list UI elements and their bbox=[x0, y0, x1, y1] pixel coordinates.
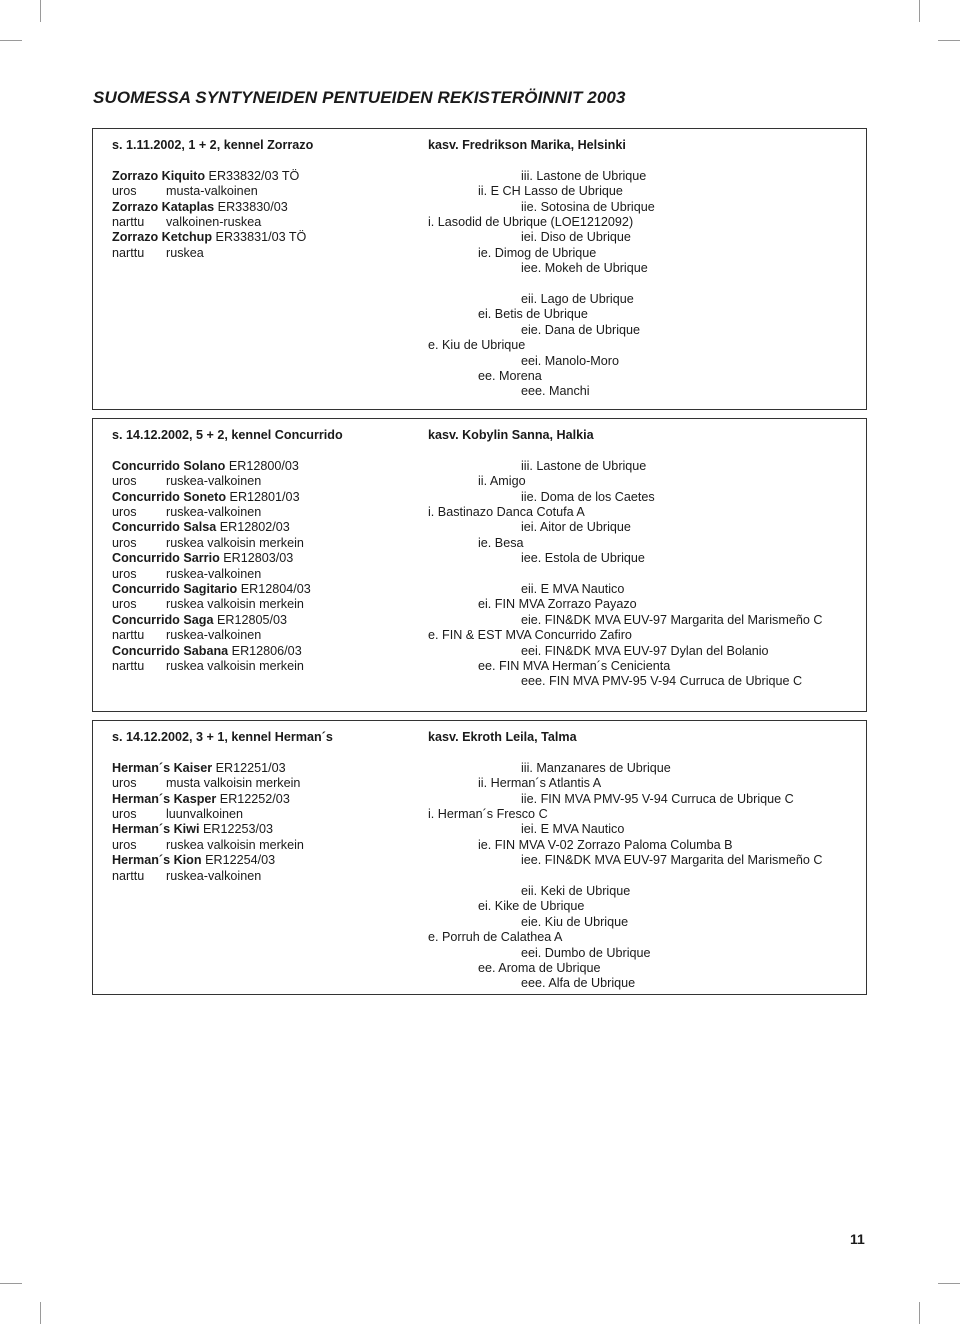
pedigree-line: eii. E MVA Nautico bbox=[521, 582, 625, 596]
puppy-reg: ER33831/03 TÖ bbox=[212, 230, 307, 245]
puppy-sex: uros bbox=[112, 597, 137, 612]
puppy-sex-color-line bbox=[112, 474, 261, 489]
pedigree-line: e. Porruh de Calathea A bbox=[428, 930, 563, 945]
breeder: kasv. Ekroth Leila, Talma bbox=[428, 730, 577, 744]
puppy-name-line bbox=[112, 200, 288, 215]
pedigree-line: ie. Besa bbox=[478, 535, 524, 550]
puppy-name: Zorrazo Kataplas bbox=[112, 199, 215, 214]
pedigree-line: iei. Aitor de Ubrique bbox=[521, 520, 631, 535]
puppy-color: ruskea-valkoinen bbox=[166, 474, 262, 489]
puppy-name: Concurrido Saga bbox=[112, 612, 214, 627]
crop-mark bbox=[40, 0, 41, 22]
puppy-sex: uros bbox=[112, 776, 137, 791]
puppy-sex: uros bbox=[112, 505, 137, 519]
puppy-color: ruskea-valkoinen bbox=[166, 868, 262, 883]
puppy-color: ruskea bbox=[166, 245, 204, 260]
pedigree-line: eie. Dana de Ubrique bbox=[521, 322, 641, 337]
puppy-reg: ER12254/03 bbox=[201, 853, 276, 868]
puppy-color: ruskea-valkoinen bbox=[166, 505, 262, 519]
puppy-name: Concurrido Solano bbox=[112, 458, 226, 473]
pedigree-line: e. Kiu de Ubrique bbox=[428, 338, 526, 353]
puppy-sex: uros bbox=[112, 535, 137, 550]
crop-mark bbox=[0, 40, 22, 41]
pedigree-line: iee. FIN&DK MVA EUV-97 Margarita del Marismeño C bbox=[521, 853, 823, 868]
puppy-color: ruskea-valkoinen bbox=[166, 566, 262, 581]
puppy-name: Zorrazo Kiquito bbox=[112, 168, 206, 183]
puppy-sex-color-line bbox=[112, 246, 204, 261]
puppy-name-line bbox=[112, 853, 275, 868]
pedigree-line: eee. Manchi bbox=[521, 384, 590, 399]
puppy-name: Herman´s Kion bbox=[112, 853, 202, 868]
pedigree-line: i. Bastinazo Danca Cotufa A bbox=[428, 505, 585, 519]
pedigree-line: ee. Aroma de Ubrique bbox=[478, 961, 601, 975]
puppy-color: ruskea valkoisin merkein bbox=[166, 535, 304, 550]
puppy-reg: ER12802/03 bbox=[216, 520, 290, 535]
puppy-reg: ER12253/03 bbox=[199, 822, 274, 837]
puppy-sex-color-line bbox=[112, 776, 300, 791]
puppy-name-line bbox=[112, 822, 273, 837]
puppy-name: Concurrido Salsa bbox=[112, 520, 217, 535]
puppy-name-line bbox=[112, 551, 293, 566]
pedigree-line: eei. Manolo-Moro bbox=[521, 353, 619, 368]
pedigree-line: i. Lasodid de Ubrique (LOE1212092) bbox=[428, 215, 634, 229]
puppy-name-line bbox=[112, 459, 299, 474]
puppy-sex: uros bbox=[112, 474, 137, 489]
puppy-name-line bbox=[112, 490, 300, 505]
puppy-color: ruskea valkoisin merkein bbox=[166, 659, 304, 673]
puppy-reg: ER12800/03 bbox=[225, 458, 299, 473]
puppy-name: Concurrido Sarrio bbox=[112, 551, 220, 566]
puppy-name-line bbox=[112, 613, 287, 628]
puppy-name-line bbox=[112, 230, 306, 245]
page-number: 11 bbox=[850, 1231, 865, 1247]
puppy-sex-color-line bbox=[112, 215, 261, 230]
puppy-color: ruskea valkoisin merkein bbox=[166, 837, 304, 852]
puppy-sex-color-line bbox=[112, 597, 304, 612]
puppy-sex: uros bbox=[112, 807, 137, 821]
puppy-sex-color-line bbox=[112, 838, 304, 853]
pedigree-line: iee. Estola de Ubrique bbox=[521, 551, 645, 566]
pedigree-line: i. Herman´s Fresco C bbox=[428, 807, 548, 821]
puppy-sex: uros bbox=[112, 837, 137, 852]
puppy-name-line bbox=[112, 520, 290, 535]
pedigree-line: ie. Dimog de Ubrique bbox=[478, 245, 597, 260]
pedigree-line: eii. Lago de Ubrique bbox=[521, 292, 634, 306]
pedigree-line: ei. FIN MVA Zorrazo Payazo bbox=[478, 597, 637, 612]
pedigree-line: eei. Dumbo de Ubrique bbox=[521, 945, 651, 960]
pedigree-line: iii. Manzanares de Ubrique bbox=[521, 760, 671, 775]
litter-header: s. 1.11.2002, 1 + 2, kennel Zorrazo bbox=[112, 138, 314, 152]
puppy-sex: narttu bbox=[112, 628, 145, 643]
pedigree-line: iee. Mokeh de Ubrique bbox=[521, 261, 648, 276]
pedigree-line: iie. FIN MVA PMV-95 V-94 Curruca de Ubrique C bbox=[521, 791, 794, 806]
puppy-color: musta valkoisin merkein bbox=[166, 776, 301, 791]
pedigree-line: ei. Kike de Ubrique bbox=[478, 899, 585, 914]
pedigree-line: iei. E MVA Nautico bbox=[521, 822, 625, 837]
crop-mark bbox=[919, 0, 920, 22]
pedigree-line: ii. E CH Lasso de Ubrique bbox=[478, 184, 623, 199]
pedigree-line: eei. FIN&DK MVA EUV-97 Dylan del Bolanio bbox=[521, 643, 769, 658]
pedigree-line: eie. Kiu de Ubrique bbox=[521, 914, 629, 929]
puppy-name: Concurrido Sabana bbox=[112, 643, 229, 658]
puppy-sex-color-line bbox=[112, 869, 261, 884]
puppy-color: ruskea-valkoinen bbox=[166, 628, 262, 643]
breeder: kasv. Fredrikson Marika, Helsinki bbox=[428, 138, 626, 152]
litter-header: s. 14.12.2002, 5 + 2, kennel Concurrido bbox=[112, 428, 343, 442]
pedigree-line: ii. Amigo bbox=[478, 474, 526, 489]
puppy-color: ruskea valkoisin merkein bbox=[166, 597, 304, 612]
puppy-name: Concurrido Soneto bbox=[112, 489, 227, 504]
crop-mark bbox=[919, 1302, 920, 1324]
pedigree-line: iei. Diso de Ubrique bbox=[521, 230, 631, 245]
page-title: SUOMESSA SYNTYNEIDEN PENTUEIDEN REKISTERÖINNIT 2003 bbox=[93, 88, 626, 107]
pedigree-line: eee. FIN MVA PMV-95 V-94 Curruca de Ubrique C bbox=[521, 674, 803, 689]
puppy-name-line bbox=[112, 644, 302, 659]
litter-header: s. 14.12.2002, 3 + 1, kennel Herman´s bbox=[112, 730, 333, 744]
puppy-reg: ER12252/03 bbox=[216, 791, 290, 806]
pedigree-line: e. FIN & EST MVA Concurrido Zafiro bbox=[428, 628, 632, 643]
puppy-sex: narttu bbox=[112, 868, 145, 883]
puppy-sex-color-line bbox=[112, 184, 258, 199]
pedigree-line: iii. Lastone de Ubrique bbox=[521, 458, 647, 473]
puppy-sex: uros bbox=[112, 566, 137, 581]
pedigree-line: iie. Doma de los Caetes bbox=[521, 489, 655, 504]
puppy-name: Herman´s Kiwi bbox=[112, 822, 200, 837]
puppy-sex-color-line bbox=[112, 628, 261, 643]
crop-mark bbox=[938, 40, 960, 41]
pedigree-line: ee. Morena bbox=[478, 369, 542, 383]
puppy-reg: ER33832/03 TÖ bbox=[205, 168, 300, 183]
puppy-reg: ER12804/03 bbox=[237, 582, 311, 596]
puppy-sex-color-line bbox=[112, 567, 261, 582]
pedigree-line: ie. FIN MVA V-02 Zorrazo Paloma Columba B bbox=[478, 837, 733, 852]
puppy-sex-color-line bbox=[112, 536, 304, 551]
pedigree-line: ee. FIN MVA Herman´s Cenicienta bbox=[478, 659, 671, 673]
puppy-name-line bbox=[112, 582, 311, 597]
pedigree-line: eee. Alfa de Ubrique bbox=[521, 976, 636, 991]
puppy-sex-color-line bbox=[112, 505, 261, 520]
puppy-reg: ER12805/03 bbox=[213, 612, 287, 627]
puppy-sex-color-line bbox=[112, 807, 243, 822]
pedigree-line: iii. Lastone de Ubrique bbox=[521, 168, 647, 183]
puppy-color: musta-valkoinen bbox=[166, 184, 258, 199]
puppy-sex: narttu bbox=[112, 215, 145, 229]
puppy-color: valkoinen-ruskea bbox=[166, 215, 262, 229]
breeder: kasv. Kobylin Sanna, Halkia bbox=[428, 428, 594, 442]
crop-mark bbox=[40, 1302, 41, 1324]
puppy-sex-color-line bbox=[112, 659, 304, 674]
pedigree-line: iie. Sotosina de Ubrique bbox=[521, 199, 655, 214]
puppy-name-line bbox=[112, 792, 290, 807]
puppy-name: Herman´s Kaiser bbox=[112, 760, 213, 775]
crop-mark bbox=[0, 1283, 22, 1284]
puppy-name-line bbox=[112, 761, 286, 776]
puppy-name: Concurrido Sagitario bbox=[112, 582, 238, 596]
puppy-sex: narttu bbox=[112, 659, 145, 673]
puppy-reg: ER12801/03 bbox=[226, 489, 300, 504]
pedigree-line: ei. Betis de Ubrique bbox=[478, 307, 588, 322]
puppy-sex: narttu bbox=[112, 245, 145, 260]
pedigree-line: eie. FIN&DK MVA EUV-97 Margarita del Marismeño C bbox=[521, 612, 823, 627]
pedigree-line: ii. Herman´s Atlantis A bbox=[478, 776, 602, 791]
puppy-reg: ER12803/03 bbox=[219, 551, 294, 566]
puppy-color: luunvalkoinen bbox=[166, 807, 244, 821]
puppy-name: Herman´s Kasper bbox=[112, 791, 217, 806]
crop-mark bbox=[938, 1283, 960, 1284]
pedigree-line: eii. Keki de Ubrique bbox=[521, 884, 631, 898]
puppy-reg: ER12251/03 bbox=[212, 760, 286, 775]
puppy-name-line bbox=[112, 169, 299, 184]
puppy-reg: ER33830/03 bbox=[214, 199, 288, 214]
puppy-name: Zorrazo Ketchup bbox=[112, 230, 213, 245]
puppy-reg: ER12806/03 bbox=[228, 643, 302, 658]
puppy-sex: uros bbox=[112, 184, 137, 199]
